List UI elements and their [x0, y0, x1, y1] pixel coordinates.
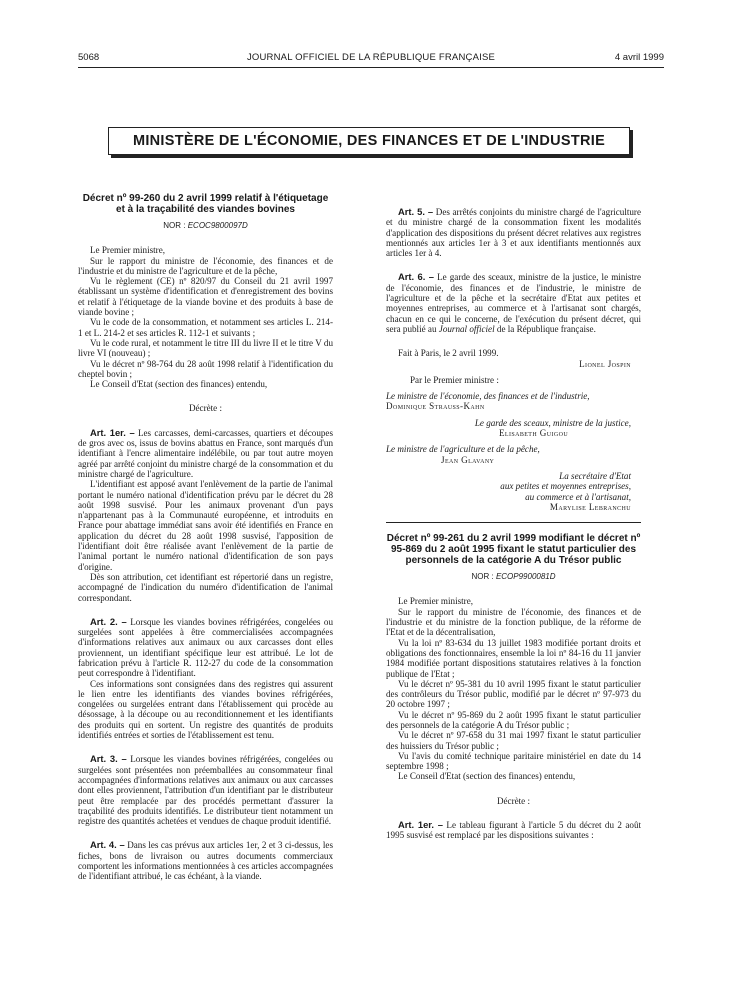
- sig-agri-name: Jean Glavany: [441, 454, 495, 465]
- decree1-nor: [78, 221, 333, 231]
- decree2-title: Décret nº 99-261 du 2 avril 1999 modifiant le décret nº 95-869 du 2 août 1995 fixant le statut particulier des personnels de la catégorie A du Trésor public: [386, 533, 641, 567]
- issue-date: 4 avril 1999: [614, 52, 664, 63]
- decree2-preamble-4: Vu le décret nº 95-869 du 2 août 1995 fixant le statut particulier des personnels de la catégorie A du Trésor public ;: [386, 709, 641, 730]
- decree2-nor-code: ECOP9900081D: [495, 572, 556, 582]
- header-rule: [78, 67, 664, 68]
- decree1-decrete: Décrète :: [188, 403, 223, 414]
- page-header: [78, 52, 664, 66]
- sig-sec-title-2: aux petites et moyennes entreprises,: [500, 481, 631, 492]
- decree1-art1-p0: [78, 428, 333, 479]
- decree1-title: Décret nº 99-260 du 2 avril 1999 relatif à l'étiquetage et à la traçabilité des viandes bovines: [82, 193, 329, 215]
- decree2-preamble-2: Vu la loi nº 83-634 du 13 juillet 1983 modifiée portant droits et obligations des fonctionnaires, ensemble la loi nº 84-16 du 11 janvier 1984 modifiée portant dispositions statutaires relatives à la fonction publique de l'Etat ;: [386, 637, 641, 679]
- decree1-art6: [386, 272, 641, 334]
- decree2-art1-text: Le tableau figurant à l'article 5 du décret du 2 août 1995 susvisé est remplacé par les dispositions suivantes :: [386, 820, 641, 841]
- decree1-art1-p2: Dès son attribution, cet identifiant est répertorié dans un registre, accompagné de l'indication du numéro d'identification de l'animal correspondant.: [78, 571, 333, 603]
- sig-sec-title-1: La secrétaire d'Etat: [559, 470, 631, 481]
- decree1-nor-label: NOR :: [163, 221, 186, 230]
- sig-sec-name: Marylise Lebranchu: [549, 501, 631, 512]
- by-pm: Par le Premier ministre :: [410, 374, 499, 385]
- right-column: [386, 193, 641, 983]
- decree1-art2-p1: Ces informations sont consignées dans des registres qui assurent le lien entre les identifiants des viandes bovines réfrigérées, congelées ou surgelées entrant dans l'établissement qui procède au désossage, à la découpe ou au reconditionnement et les identifiants des produits qui en sortent. Un registre des quantités de produits identifiés entrées et sorties de l'établissement est tenu.: [78, 678, 333, 741]
- decree2-art1: [386, 820, 641, 841]
- decree2-decrete: Décrète :: [496, 795, 531, 806]
- decree1-preamble-2: Vu le règlement (CE) nº 820/97 du Conseil du 21 avril 1997 établissant un système d'identification et d'enregistrement des bovins et relatif à l'étiquetage de la viande bovine et des produits à base de viande bovine ;: [78, 276, 333, 318]
- decree1-art3: [78, 754, 333, 826]
- decree1-art2-text-0: Lorsque les viandes bovines réfrigérées, congelées ou surgelées sont appelées à être commercialisées accompagnées d'informations relatives aux animaux ou aux carcasses dont elles proviennent, un identifiant spécifique leur est attribué. Le lot de fabrication prévu à l'article R. 112-27 du code de la consommation peut correspondre à l'identifiant.: [78, 616, 333, 679]
- decree2-art1-label: Art. 1er. –: [398, 819, 443, 831]
- sig-justice-title: Le garde des sceaux, ministre de la justice,: [474, 417, 631, 428]
- page-number: 5068: [78, 52, 100, 63]
- decree1-art1-text-0: Les carcasses, demi-carcasses, quartiers et découpes de gros avec os, issus de bovins abattus en France, sont marqués d'un identifiant à l'encre alimentaire indélébile, ou par tout autre moyen agréé par arrêté conjoint du ministre chargé de la consommation et du ministre chargé de l'agriculture.: [78, 427, 333, 479]
- decree2-preamble-5: Vu le décret nº 97-658 du 31 mai 1997 fixant le statut particulier des huissiers du Trésor public ;: [386, 730, 641, 751]
- left-column: [78, 193, 333, 983]
- sig-sec-title-3: au commerce et à l'artisanat,: [525, 491, 631, 502]
- decree1-art2-p0: [78, 617, 333, 679]
- decree1-art5: [386, 207, 641, 258]
- decree1-nor-code: ECOC9800097D: [187, 221, 248, 230]
- decree2-preamble-7: Le Conseil d'Etat (section des finances) entendu,: [398, 771, 576, 782]
- decree1-art5-text: Des arrêtés conjoints du ministre chargé de l'agriculture et du ministre chargé de la consommation fixent les modalités d'application des dispositions du présent décret relatives aux registres mentionnés aux articles 1er à 3 et aux identifiants mentionnés aux articles 1er à 4.: [386, 207, 641, 259]
- decree2-nor: [386, 572, 641, 582]
- sig-agri-title: Le ministre de l'agriculture et de la pêche,: [386, 444, 540, 455]
- decree1-preamble-6: Le Conseil d'Etat (section des finances) entendu,: [90, 379, 268, 390]
- decree1-art6-text-before: Le garde des sceaux, ministre de la justice, le ministre de l'économie, des finances et de l'industrie, le ministre de l'agriculture et de la pêche et la secrétaire d'Etat aux petites et moyennes entreprises, au commerce et à l'artisanat sont chargés, chacun en ce qui le concerne, de l'exécution du présent décret, qui sera publié au: [386, 272, 641, 334]
- decree1-art1-label: Art. 1er. –: [90, 426, 135, 438]
- decree1-art3-text: Lorsque les viandes bovines réfrigérées, congelées ou surgelées sont présentées non préemballées au consommateur final accompagnées d'informations relatives aux animaux ou aux carcasses dont elles proviennent, l'attribution d'un identifiant par le distributeur peut être remplacée par des procédés permettant d'assurer la traçabilité des produits identifiés. Le distributeur tient notamment un registre des quantités achetées et vendues de chaque produit identifié.: [78, 754, 333, 827]
- decree1-art2-label: Art. 2. –: [90, 615, 127, 627]
- decree2-preamble-3: Vu le décret nº 95-381 du 10 avril 1995 fixant le statut particulier des contrôleurs du Trésor public, modifié par le décret nº 97-973 du 20 octobre 1997 ;: [386, 678, 641, 710]
- decree-separator: [386, 522, 641, 523]
- sig-justice-name: Elisabeth Guigou: [498, 428, 569, 439]
- decree2-preamble-1: Sur le rapport du ministre de l'économie, des finances et de l'industrie et du ministre de la fonction publique, de la réforme de l'Etat et de la décentralisation,: [386, 606, 641, 638]
- decree1-art6-label: Art. 6. –: [398, 271, 434, 283]
- decree1-art1-p1: L'identifiant est apposé avant l'enlèvement de la partie de l'animal portant le numéro national d'identification prévu par le décret du 28 août 1998 susvisé. Pour les animaux provenant d'un pays n'appartenant pas à la Communauté européenne, et introduits en France pour abattage immédiat sans avoir été identifiés en France en application du décret du 28 août 1998 susvisé, l'apposition de l'identifiant doit être réalisée avant l'enlèvement de la partie de l'animal portant le numéro national d'identification de son pays d'origine.: [78, 479, 333, 572]
- decree1-art4-text: Dans les cas prévus aux articles 1er, 2 et 3 ci-dessus, les fiches, bons de livraison ou autres documents commerciaux comportent les informations mentionnées à ces articles accompagnées de l'identifiant attribué, le cas échéant, à la viande.: [78, 840, 333, 882]
- sig-eco-name: Dominique Strauss-Kahn: [386, 401, 485, 412]
- decree1-preamble-4: Vu le code rural, et notamment le titre III du livre II et le titre V du livre VI (nouveau) ;: [78, 337, 333, 359]
- decree1-art6-text-after: de la République française.: [496, 323, 596, 334]
- journal-officiel-ref: Journal officiel: [438, 323, 495, 334]
- decree1-art4-label: Art. 4. –: [90, 839, 125, 851]
- decree2-preamble-0: Le Premier ministre,: [398, 596, 474, 607]
- journal-title: JOURNAL OFFICIEL DE LA RÉPUBLIQUE FRANÇAISE: [246, 52, 496, 63]
- decree1-preamble-3: Vu le code de la consommation, et notamment ses articles L. 214-1 et L. 214-2 et ses articles R. 112-1 et suivants ;: [78, 317, 333, 338]
- done-at: Fait à Paris, le 2 avril 1999.: [398, 348, 499, 359]
- ministry-banner: MINISTÈRE DE L'ÉCONOMIE, DES FINANCES ET DE L'INDUSTRIE: [108, 127, 630, 155]
- decree2-nor-label: NOR :: [471, 572, 494, 582]
- decree1-preamble-1: Sur le rapport du ministre de l'économie, des finances et de l'industrie et du ministre de l'agriculture et de la pêche,: [78, 255, 333, 276]
- decree2-preamble-6: Vu l'avis du comité technique paritaire ministériel en date du 14 septembre 1998 ;: [386, 750, 641, 772]
- decree1-preamble-5: Vu le décret nº 98-764 du 28 août 1998 relatif à l'identification du cheptel bovin ;: [78, 358, 333, 379]
- decree1-art3-label: Art. 3. –: [90, 753, 127, 765]
- decree1-preamble-0: Le Premier ministre,: [90, 245, 166, 256]
- decree1-art5-label: Art. 5. –: [398, 206, 434, 217]
- pm-signature: Lionel Jospin: [579, 358, 631, 369]
- decree1-art4: [78, 840, 333, 881]
- sig-eco-title: Le ministre de l'économie, des finances et de l'industrie,: [386, 391, 590, 402]
